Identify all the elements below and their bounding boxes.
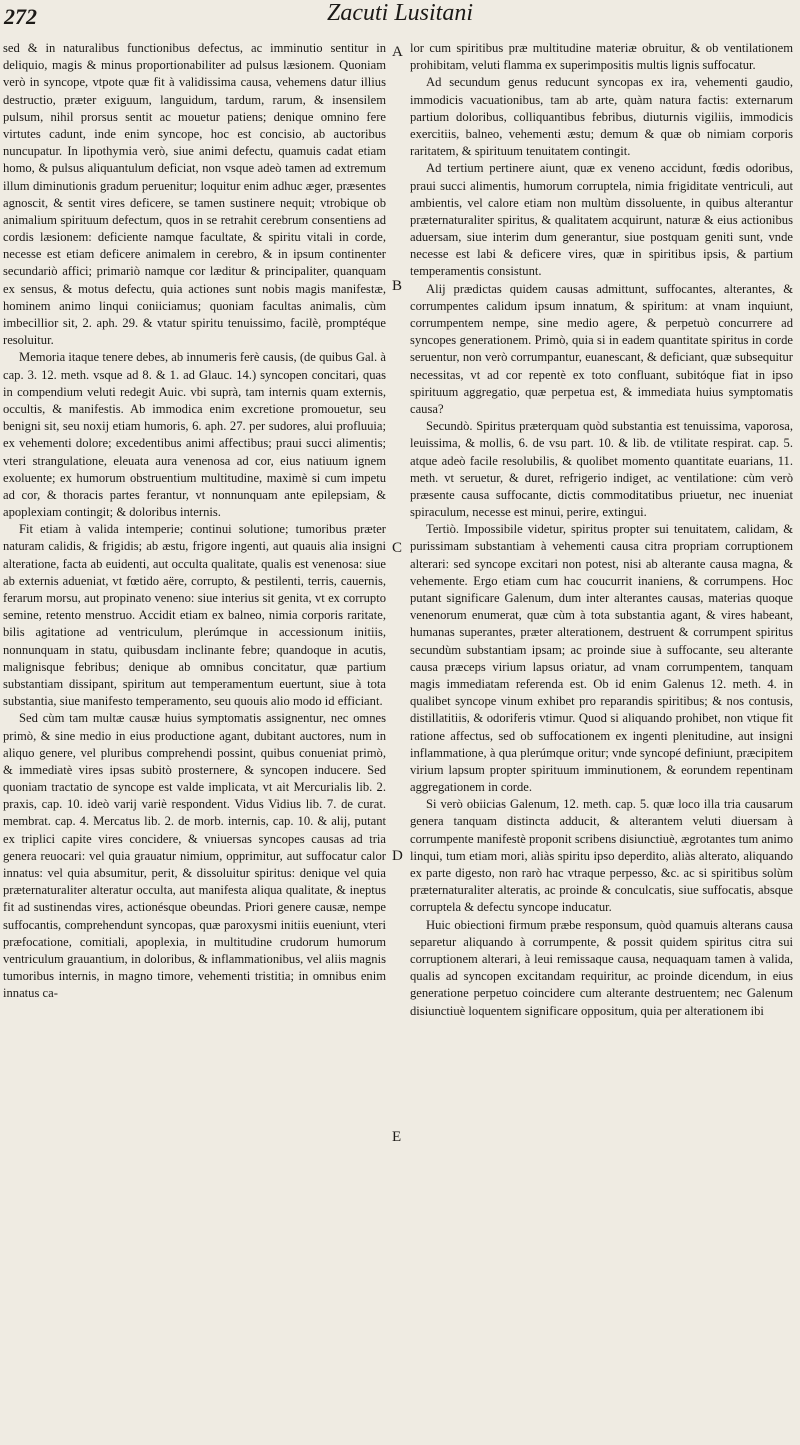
running-head: Zacuti Lusitani xyxy=(326,0,474,26)
paragraph: sed & in naturalibus functionibus defectus, ac imminutio sentitur in deliquio, magis & minus proportionabiliter ad pulsus læsionem. Quoniam verò in syncope, vtpote quæ fit à validissima causa, vehemens datur illius destructio, præter exiguum, languidum, tardum, rarum, & insensilem pulsum, nihil prorsus sentit ac mouetur patiens; denique omnino fere virtutes cadunt, inde enim syncope, hoc est concisio, ab auctoribus nuncupatur. In lipothymia verò, siue animi defectu, quamuis cadat etiam homo, & pulsus aliquantulum deficiat, non vsque adeò tamen ad extremum illum diminutionis gradum peruenitur; loquitur enim adhuc æger, præsentes agnoscit, & sentit vires deficere, se tamen sustinere nequit; vtrobique ob animalium spirituum defectum, quos in se retrahit cerebrum consentiens ad cordis læsionem: deficiente namque facultate, & spiritu vitali in corde, necesse est etiam deficere animalem in cerebro, & in ipsum continenter secundariò affici; primariò namque cor læditur & principaliter, quanquam ex sensus, & motus defectu, quia actiones sunt nobis magis manifestæ, hominem animo linqui coniiciamus; quoniam facultas animalis, cùm imbecillior sit, 2. aph. 29. & vtatur spiritu tenuissimo, facilè, promptéque resoluitur. xyxy=(3,41,386,348)
paragraph: Si verò obiicias Galenum, 12. meth. cap. 5. quæ loco illa tria causarum genera tanquam distincta adducit, & alterantem veluti diuersam à corrumpente manifestè proponit scribens disiunctiuè, ægrotantes tum animo linqui, tum etiam mori, aliàs spiritu ipso deperdito, aliàs alterato, aliquando ex parte digesto, non rarò hac vtraque perpesso, &c. ac si spiritibus solùm præternaturaliter alteratis, ac proinde & conculcatis, siue suffocatis, absque corruptela & defectu syncope inducatur. xyxy=(410,797,793,915)
margin-marker-c: C xyxy=(392,540,403,556)
paragraph: Secundò. Spiritus præterquam quòd substantia est tenuissima, vaporosa, leuissima, & mollis, 6. de vsu part. 10. & lib. de vtilitate respirat. cap. 5. atque adeò facile resolubilis, & quolibet momento quantitate euarians, 11. meth. vt seruetur, & duret, refrigerio indiget, ac ventilatione: cùm verò præsente causa suffocante, dictis commoditatibus priuetur, nec inueniat spiraculum, necesse est minui, perire, extingui. xyxy=(410,419,793,520)
paragraph: Alij prædictas quidem causas admittunt, suffocantes, alterantes, & corrumpentes calidum ipsum innatum, & spiritum: at vnam inquiunt, corrumpentem nempe, sine medio agere, & perpetuò concurrere ad syncopes generationem. Primò, quia si in eadem quantitate spiritus in corde seruentur, non verò corrumpantur, euanescant, & deficiant, quæ subsequitur necessitas, vt ad cor repentè ex toto confluant, subitóque fiat in ipso spirituum aggregatio, quæ perpetua est, & immediata huius symptomatis causa? xyxy=(410,281,793,416)
paragraph: Sed cùm tam multæ causæ huius symptomatis assignentur, nec omnes primò, & sine medio in eius productione agant, dubitant auctores, num in aliquo genere, vel pluribus comprehendi possint, quibus conueniat primò, & immediatè vires ipsas subitò prosternere, & syncopen inducere. Sed quoniam tractatio de syncope est valde implicata, vt ait Mercurialis lib. 2. praxis, cap. 10. ideò varij variè respondent. Vidus Vidius lib. 7. de curat. membrat. cap. 4. Mercatus lib. 2. de morb. internis, cap. 10. & alij, putant ex triplici capite vires concidere, & vniuersas syncopes causas ad tria genera reuocari: vel quia grauatur nimium, opprimitur, aut suffocatur calor innatus: vel quia absumitur, perit, & dissoluitur spiritus: denique vel quia præternaturaliter alteratur occulta, aut manifesta aliqua qualitate, & ineptus fit ad sustinendas vires, actionésque obeundas. Priori genere causæ, nempe suffocantis, comprehendunt syncopas, quæ paroxysmi initiis eueniunt, vteri præfocatione, comitiali, apoplexia, in multitudine crudorum humorum ventriculum grauantium, in doloribus, & inflammationibus, vel aliis magnis tumoribus internis, in magno timore, vehementi tristitia; in omnibus enim innatus ca- xyxy=(3,711,386,1001)
paragraph: Ad secundum genus reducunt syncopas ex ira, vehementi gaudio, immodicis vacuationibus, tam ab arte, quàm natura factis: externarum partium doloribus, colliquantibus febribus, diuturnis vigiliis, immodicis exercitiis, balneo, vehementi æstu; demum & quæ ob nimiam corporis raritatem, & spirituum tenuitatem contingit. xyxy=(410,75,793,159)
paragraph: Fit etiam à valida intemperie; continui solutione; tumoribus præter naturam calidis, & frigidis; ab æstu, frigore ingenti, aut quauis alia insigni alteratione, facta ab euidenti, aut occulta qualitate, qualis est venenosa: siue ab externis adueniat, vt fœtido aëre, corrupto, & pestilenti, terris, cauernis, ferarum morsu, aut propinato veneno: siue interius sit genita, vt ex corrupto semine, retento menstruo. Accidit etiam ex balneo, nimia corporis raritate, bilis agitatione ad ventriculum, plerúmque in accessionum initiis, nonnunquam in statu, quibusdam inclinante febre; quandoque in acutis, malignisque febribus; denique ab omnibus concitatur, quæ partium substantiam dissipant, spiritum aut temperamentum euertunt, siue à tota substantia, siue manifesto temperamento, seu quouis alio modo id efficiant. xyxy=(3,522,386,709)
margin-marker-e: E xyxy=(392,1129,402,1145)
margin-marker-a: A xyxy=(392,44,403,60)
paragraph: lor cum spiritibus præ multitudine materiæ obruitur, & ob ventilationem prohibitam, veluti flamma ex superimpositis multis lignis suffocatur. xyxy=(410,41,793,73)
paragraph: Ad tertium pertinere aiunt, quæ ex veneno accidunt, fœdis odoribus, praui succi alimentis, humorum corruptela, nimia frigiditate ventriculi, aut ambientis, vel calore etiam non multùm dissoluente, in quibus alterantur præternaturaliter spiritus, & qualitatem acquirunt, naturæ & eius actionibus aduersam, siue interim dum generantur, siue postquam geniti sunt, vnde necesse est labi & deficere vires, quæ in spiritibus ipsis, & partium temperamentis consistunt. xyxy=(410,161,793,279)
paragraph: Tertiò. Impossibile videtur, spiritus propter sui tenuitatem, calidam, & purissimam substantiam à vehementi causa citra propriam corruptionem alterari: sed syncope excitari non potest, nisi ab alterante causa magna, & vehemente. Ergo etiam cum hac coucurrit inaniens, & corrumpens. Hoc putant significare Galenum, dum inter alterantes causas, materias quoque venenorum enumerat, quæ cùm à tota substantia agant, & vires habeant, humanas superantes, præter alterationem, destruent & corrumpent spiritus secundùm substantiam ipsam; ac proinde siue à suffocante, seu alterante causa præceps virium lapsus oriatur, ad vnam corrumpentem, tanquam magis immediatam referenda est. Ob id enim Galenus 12. meth. 4. in qualibet syncope vinum exhibet pro reparandis spiritibus; & nos contusis, distillatitiis, & odoriferis vtimur. Quod si aliquando prohibet, non vtique fit ratione affectus, sed ob suffocationem ex ingenti plenitudine, aut insigni inflammatione, à qua plerúmque oritur; vnde syncopé definiunt, præcipitem virium lapsum propter spirituum imminutionem, & eorundem repentinam aggregationem in corde. xyxy=(410,522,793,795)
paragraph: Huic obiectioni firmum præbe responsum, quòd quamuis alterans causa separetur aliquando à corrumpente, & possit quidem spiritus citra sui corruptionem alterari, à leui remissaque causa, nequaquam tamen à valida, qualis ad syncopen excitandam requiritur, ac proinde dicendum, in eius generatione perpetuo coincidere cum alterante destruentem; nec Galenum disiunctiuè loquentem significare oppositum, quia per alterationem ibi xyxy=(410,917,793,1018)
right-column xyxy=(410,40,793,1440)
page-header xyxy=(0,0,800,40)
margin-marker-d: D xyxy=(392,848,403,864)
paragraph: Memoria itaque tenere debes, ab innumeris ferè causis, (de quibus Gal. à cap. 3. 12. meth. vsque ad 8. & 1. ad Glauc. 14.) syncopen concitari, quas in compendium veluti redegit Auic. vbi suprà, tam internis quam externis, occultis, & manifestis. Ab immodica enim excretione promouetur, seu benigni sit, seu noxij etiam humoris, 6. aph. 27. per sudores, alui profluuia; ex vehementi dolore; excedentibus animi affectibus; praui succi alimentis; vteri strangulatione, eleuata aura venenosa ad cor, eius natiuum ignem exoluente; ex humorum obstruentium multitudine, maximè si cum impetu ad cor, & thoracis partes ferantur, vt nonnunquam ante epilepsiam, & apoplexiam contingit; & doloribus internis. xyxy=(3,350,386,520)
left-column xyxy=(3,40,386,1440)
margin-marker-b: B xyxy=(392,278,403,294)
page-number: 272 xyxy=(4,4,37,29)
